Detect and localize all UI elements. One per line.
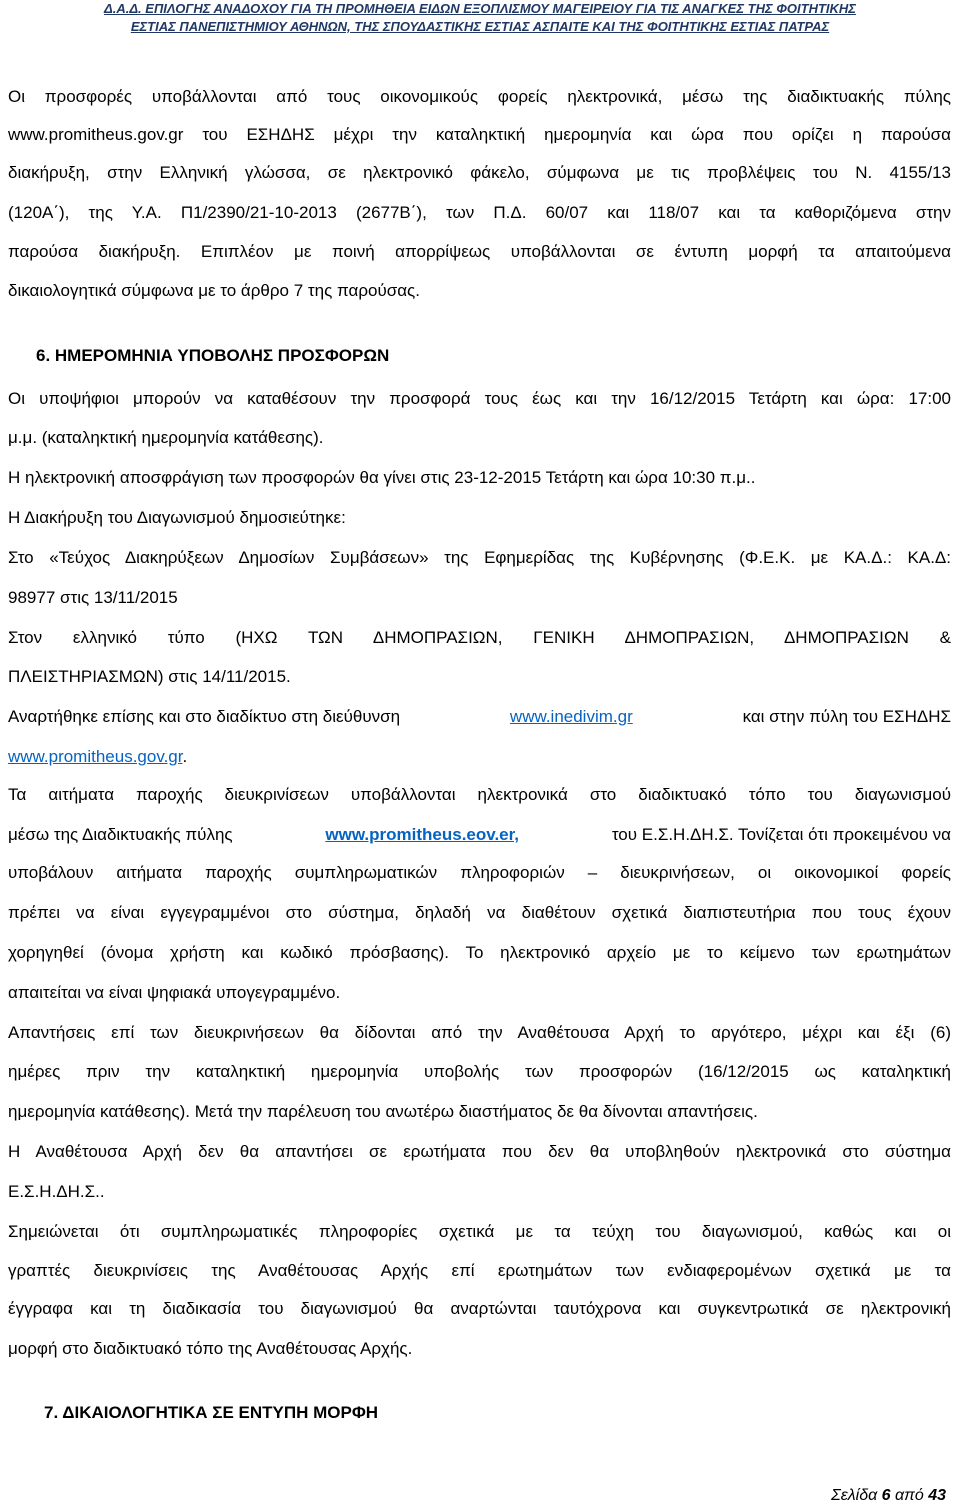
- s6-line-2: μ.μ. (καταληκτική ημερομηνία κατάθεσης).: [8, 428, 324, 447]
- s6-line-24: έγγραφα και τη διαδικασία του διαγωνισμού θα αναρτώνται ταυτόχρονα και συγκεντρωτικά σε ηλεκτρονική: [8, 1299, 951, 1318]
- s6-line-5: Στο «Τεύχος Διακηρύξεων Δημοσίων Συμβάσεων» της Εφημερίδας της Κυβέρνησης (Φ.Ε.Κ. με ΚΑ.Δ.: ΚΑ.Δ:: [8, 548, 951, 567]
- page-footer: [831, 1486, 946, 1506]
- s6-line-21: Ε.Σ.Η.ΔΗ.Σ..: [8, 1182, 105, 1201]
- promitheus-link[interactable]: www.promitheus.gov.gr: [8, 747, 183, 766]
- s6-line-9-pre: Αναρτήθηκε επίσης και στο διαδίκτυο στη διεύθυνση: [8, 707, 401, 726]
- s6-line-12-pre: μέσω της Διαδικτυακής πύλης: [8, 825, 233, 844]
- s6-line-10-post: .: [182, 747, 188, 766]
- s6-line-18: ημέρες πριν την καταληκτική ημερομηνία υποβολής των προσφορών (16/12/2015 ως καταληκτική: [8, 1062, 951, 1081]
- s6-line-4: Η Διακήρυξη του Διαγωνισμού δημοσιεύτηκε:: [8, 508, 346, 527]
- inedivim-link[interactable]: www.inedivim.gr: [509, 707, 633, 726]
- intro-line-5: παρούσα διακήρυξη. Επιπλέον με ποινή απορρίψεως υποβάλλονται σε έντυπη μορφή τα απαιτούμενα: [8, 242, 951, 261]
- footer-label: Σελίδα: [831, 1487, 882, 1504]
- s6-line-9-post: και στην πύλη του ΕΣΗΔΗΣ: [742, 707, 951, 726]
- header-line-1: Δ.Α.Δ. ΕΠΙΛΟΓΗΣ ΑΝΑΔΟΧΟΥ ΓΙΑ ΤΗ ΠΡΟΜΗΘΕΙΑ ΕΙΔΩΝ ΕΞΟΠΛΙΣΜΟΥ ΜΑΓΕΙΡΕΙΟΥ ΓΙΑ ΤΙΣ ΑΝΑΓΚΕΣ ΤΗΣ ΦΟΙΤΗΤΙΚΗΣ: [103, 1, 856, 16]
- s6-line-3: Η ηλεκτρονική αποσφράγιση των προσφορών θα γίνει στις 23-12-2015 Τετάρτη και ώρα 10:30 π.μ..: [8, 468, 756, 487]
- s6-line-19: ημερομηνία κατάθεσης). Μετά την παρέλευση του ανωτέρω διαστήματος δε θα δίνονται απαντήσεις.: [8, 1102, 758, 1121]
- intro-line-6: δικαιολογητικά σύμφωνα με το άρθρο 7 της παρούσας.: [8, 281, 420, 300]
- s6-line-10: [8, 746, 951, 768]
- s6-line-9: [8, 706, 951, 728]
- s6-line-13: υποβάλουν αιτήματα παροχής συμπληρωματικών πληροφοριών – διευκρινήσεων, οι οικονομικοί φορείς: [8, 863, 951, 882]
- s6-line-20: Η Αναθέτουσα Αρχή δεν θα απαντήσει σε ερωτήματα που δεν θα υποβληθούν ηλεκτρονικά στο σύστημα: [8, 1142, 951, 1161]
- s6-line-15: χορηγηθεί (όνομα χρήστη και κωδικό πρόσβασης). Το ηλεκτρονικό αρχείο με το κείμενο των ερωτημάτων: [8, 943, 951, 962]
- s6-line-12-post: του Ε.Σ.Η.ΔΗ.Σ. Τονίζεται ότι προκειμένου να: [611, 825, 951, 844]
- s6-line-11: Τα αιτήματα παροχής διευκρινίσεων υποβάλλονται ηλεκτρονικά στο διαδικτυακό τόπο του διαγωνισμού: [8, 785, 951, 804]
- footer-total-pages: 43: [928, 1487, 946, 1504]
- s6-line-17: Απαντήσεις επί των διευκρινήσεων θα δίδονται από την Αναθέτουσα Αρχή το αργότερο, μέχρι και έξι (6): [8, 1023, 951, 1042]
- intro-line-1: Οι προσφορές υποβάλλονται από τους οικονομικούς φορείς ηλεκτρονικά, μέσω της διαδικτυακής πύλης: [8, 87, 951, 106]
- promitheus-eov-link[interactable]: www.promitheus.eov.er,: [325, 825, 520, 844]
- s6-line-22: Σημειώνεται ότι συμπληρωματικές πληροφορίες σχετικά με τα τεύχη του διαγωνισμού, καθώς και οι: [8, 1222, 951, 1241]
- intro-line-3: διακήρυξη, στην Ελληνική γλώσσα, σε ηλεκτρονικό φάκελο, σύμφωνα με τις προβλέψεις του Ν. 4155/13: [8, 163, 951, 182]
- s6-line-16: απαιτείται να είναι ψηφιακά υπογεγραμμένο.: [8, 983, 341, 1002]
- intro-line-4: (120Α΄), της Υ.Α. Π1/2390/21-10-2013 (2677Β΄), των Π.Δ. 60/07 και 118/07 και τα καθοριζόμενα στην: [8, 203, 951, 222]
- section-6-heading: 6. ΗΜΕΡΟΜΗΝΙΑ ΥΠΟΒΟΛΗΣ ΠΡΟΣΦΟΡΩΝ: [36, 346, 390, 365]
- s6-line-23: γραπτές διευκρινίσεις της Αναθέτουσας Αρχής επί ερωτημάτων των ενδιαφερομένων σχετικά με τα: [8, 1261, 951, 1280]
- s6-line-7: Στον ελληνικό τύπο (ΗΧΩ ΤΩΝ ΔΗΜΟΠΡΑΣΙΩΝ, ΓΕΝΙΚΗ ΔΗΜΟΠΡΑΣΙΩΝ, ΔΗΜΟΠΡΑΣΙΩΝ &: [8, 628, 951, 647]
- intro-line-2: www.promitheus.gov.gr του ΕΣΗΔΗΣ μέχρι την καταληκτική ημερομηνία και ώρα που ορίζει η παρούσα: [8, 125, 951, 144]
- footer-separator: από: [890, 1487, 929, 1504]
- s6-line-1: Οι υποψήφιοι μπορούν να καταθέσουν την προσφορά τους έως και την 16/12/2015 Τετάρτη και ώρα: 17:00: [8, 389, 951, 408]
- s6-line-14: πρέπει να είναι εγγεγραμμένοι στο σύστημα, δηλαδή να διαθέτουν σχετικά διαπιστευτήρια που τους έχουν: [8, 903, 951, 922]
- s6-line-8: ΠΛΕΙΣΤΗΡΙΑΣΜΩΝ) στις 14/11/2015.: [8, 667, 291, 686]
- s6-line-25: μορφή στο διαδικτυακό τόπο της Αναθέτουσας Αρχής.: [8, 1339, 413, 1358]
- s6-line-6: 98977 στις 13/11/2015: [8, 588, 178, 607]
- footer-page-number: 6: [881, 1487, 891, 1504]
- header-line-2: ΕΣΤΙΑΣ ΠΑΝΕΠΙΣΤΗΜΙΟΥ ΑΘΗΝΩΝ, ΤΗΣ ΣΠΟΥΔΑΣΤΙΚΗΣ ΕΣΤΙΑΣ ΑΣΠΑΙΤΕ ΚΑΙ ΤΗΣ ΦΟΙΤΗΤΙΚΗΣ ΕΣΤΙΑΣ ΠΑΤΡΑΣ: [130, 19, 830, 34]
- section-7-heading: 7. ΔΙΚΑΙΟΛΟΓΗΤΙΚΑ ΣΕ ΕΝΤΥΠΗ ΜΟΡΦΗ: [44, 1403, 379, 1422]
- s6-line-12: [8, 824, 951, 846]
